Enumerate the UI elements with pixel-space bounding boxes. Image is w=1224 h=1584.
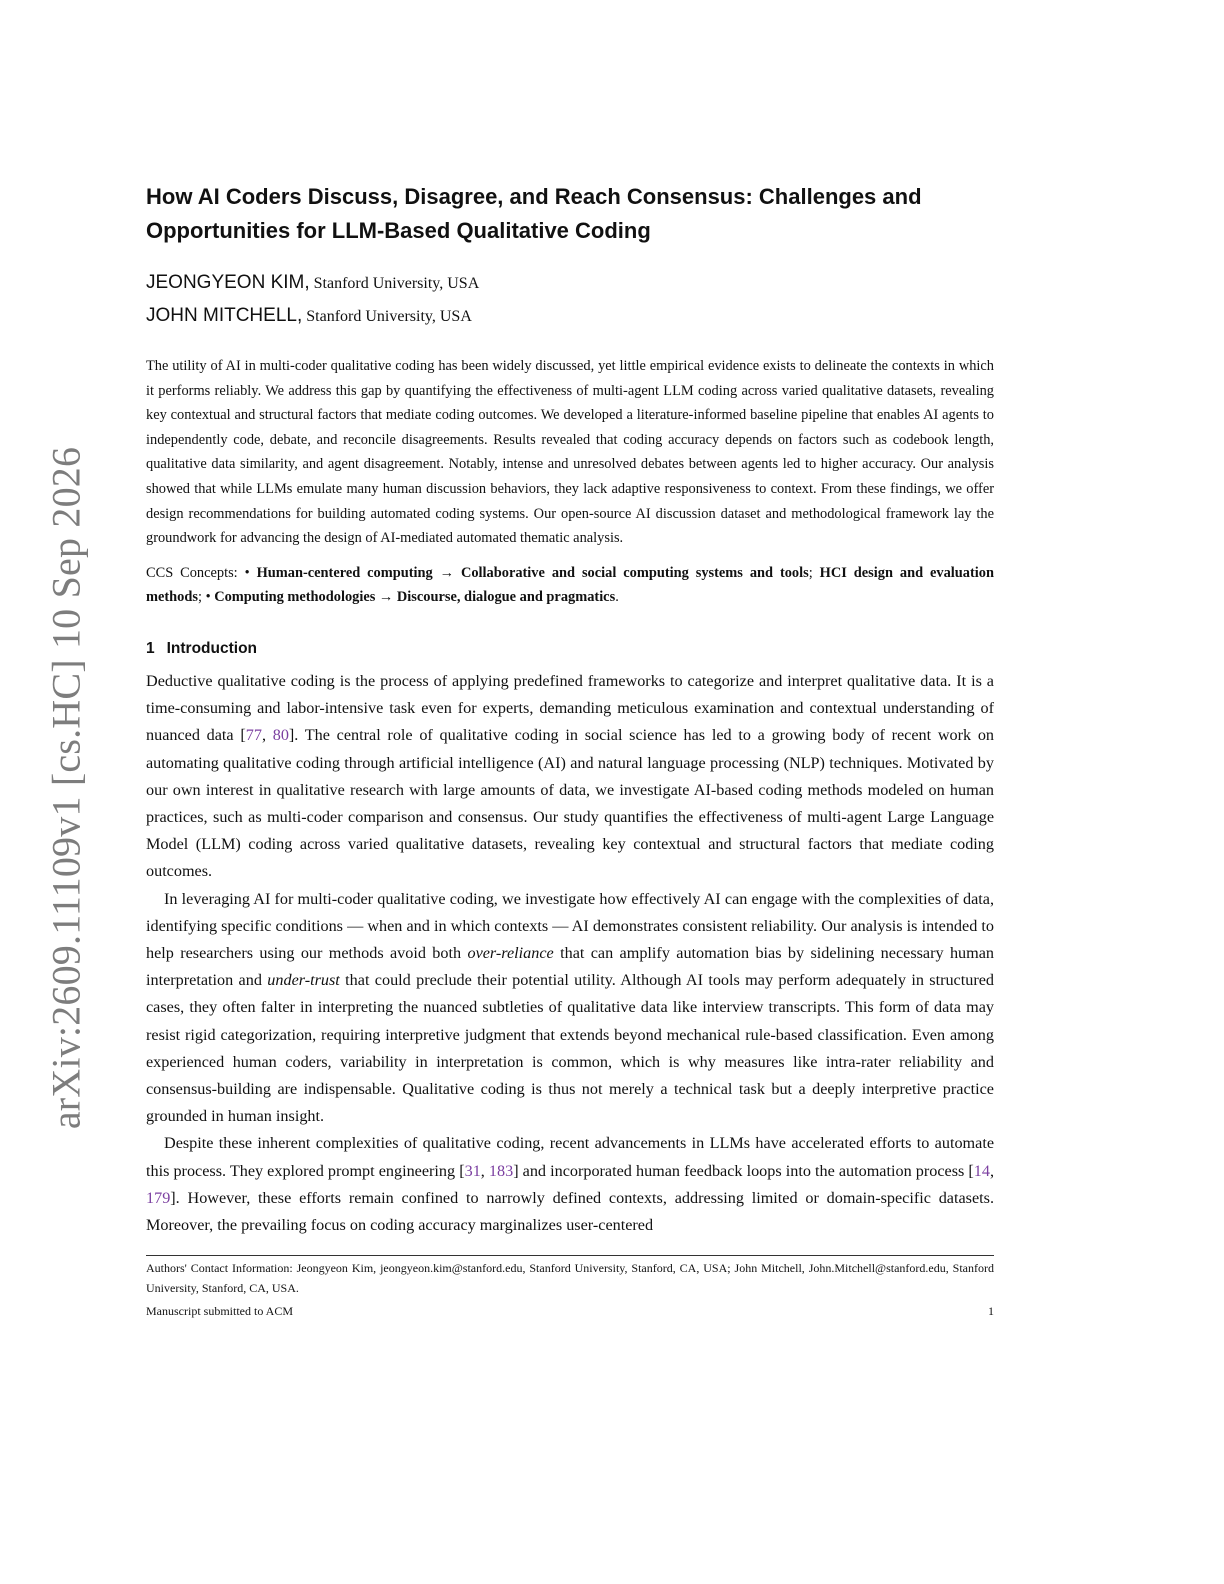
citation-link[interactable]: 80 [272,726,289,745]
author-line [146,303,994,330]
ccs-separator: ; [808,564,820,581]
paragraph-text: ]. However, these efforts remain confined to narrowly defined contexts, addressing limited or domain-specific datasets. Moreover, the prevailing focus on coding accuracy marginalizes user-centered [146,1188,994,1234]
citation-link[interactable]: 179 [146,1188,171,1207]
paragraph-text: that could preclude their potential utility. Although AI tools may perform adequately in structured cases, they often falter in interpreting the nuanced subtleties of qualitative data like interview transcripts. This form of data may resist rigid categorization, requiring interpretive judgment that extends beyond mechanical rule-based classification. Even among experienced human coders, variability in interpretation is common, which is why measures like intra-rater reliability and consensus-building are indispensable. Qualitative coding is thus not merely a technical task but a deeply interpretive practice grounded in human insight. [146,971,995,1126]
section-heading [146,640,994,658]
paragraph-text: Deductive qualitative coding is the process of applying predefined frameworks to categorize and interpret qualitative data. It is a time-consuming and labor-intensive task even for experts, demanding meticulous examination and contextual understanding of nuanced data [ [146,671,994,745]
citation-link[interactable]: 31 [464,1161,481,1180]
ccs-separator: ; • [197,589,215,606]
ccs-bullet: • [244,564,257,581]
author-affiliation: Stanford University, USA [306,308,472,325]
paragraph-text: that can amplify automation bias by sidelining necessary human interpretation and [146,943,995,990]
body-paragraph [146,668,994,886]
ccs-concept: HCI design and evaluation methods [146,564,994,606]
citation-separator: , [480,1161,489,1180]
citation-separator: , [989,1161,994,1180]
author-name: JOHN MITCHELL, [146,305,303,326]
paragraph-text: Despite these inherent complexities of qualitative coding, recent advancements in LLMs have accelerated efforts to automate this process. They explored prompt engineering [ [146,1134,994,1180]
ccs-concept: Human-centered computing → Collaborative and social computing systems and tools [256,564,809,581]
citation-link[interactable]: 183 [488,1161,514,1180]
paragraph-text: In leveraging AI for multi-coder qualitative coding, we investigate how effectively AI can engage with the complexities of data, identifying specific conditions — when and in which contexts — AI demonstrates consistent reliability. Our analysis is intended to help researchers using our methods avoid both [146,889,994,962]
citation-link[interactable]: 77 [245,726,262,745]
body-paragraph [146,886,994,1131]
citation-separator: , [261,726,273,745]
citation-link[interactable]: 14 [973,1161,990,1180]
ccs-concept: Computing methodologies → Discourse, dialogue and pragmatics [214,589,616,606]
footnote-divider [146,1255,994,1256]
ccs-concepts [146,561,994,610]
emphasis-text: over-reliance [467,943,554,962]
paper-page [146,180,994,1239]
emphasis-text: under-trust [267,971,340,990]
arxiv-identifier-text: arXiv:2609.11109v1 [cs.HC] 10 Sep 2026 [43,446,89,1130]
ccs-label: CCS Concepts: [146,564,245,581]
paper-title: How AI Coders Discuss, Disagree, and Reach Consensus: Challenges and Opportunities for LLM-Based Qualitative Coding [146,184,922,243]
author-affiliation: Stanford University, USA [313,275,480,292]
paragraph-text: ] and incorporated human feedback loops into the automation process [ [513,1161,974,1180]
author-line [146,270,994,297]
footer-venue: Manuscript submitted to ACM [146,1304,293,1318]
abstract: The utility of AI in multi-coder qualitative coding has been widely discussed, yet little empirical evidence exists to delineate the contexts in which it performs reliably. We address this gap by quantifying the effectiveness of multi-agent LLM coding across varied qualitative datasets, revealing key contextual and structural factors that mediate coding outcomes. We developed a literature-informed baseline pipeline that enables AI agents to independently code, debate, and reconcile disagreements. Results revealed that coding accuracy depends on factors such as codebook length, qualitative data similarity, and agent disagreement. Notably, intense and unresolved debates between agents led to higher accuracy. Our analysis showed that while LLMs emulate many human discussion behaviors, they lack adaptive responsiveness to context. From these findings, we offer design recommendations for building automated coding systems. Our open-source AI discussion dataset and methodological framework lay the groundwork for advancing the design of AI-mediated automated thematic analysis. [146,358,994,547]
arxiv-identifier [42,443,90,1133]
page-number: 1 [988,1304,994,1318]
ccs-end: . [615,589,619,606]
author-name: JEONGYEON KIM, [146,272,310,293]
author-contact-footnote: Authors' Contact Information: Jeongyeon Kim, jeongyeon.kim@stanford.edu, Stanford University, Stanford, CA, USA; John Mitchell, John.Mitchell@stanford.edu, Stanford University, Stanford, CA, USA. [146,1261,994,1295]
section-title: Introduction [166,639,258,657]
page-footer [146,1304,994,1319]
paragraph-text: ]. The central role of qualitative coding in social science has led to a growing body of recent work on automating qualitative coding through artificial intelligence (AI) and natural language processing (NLP) techniques. Motivated by our own interest in qualitative research with large amounts of data, we investigate AI-based coding methods modeled on human practices, such as multi-coder comparison and consensus. Our study quantifies the effectiveness of multi-agent Large Language Model (LLM) coding across varied qualitative datasets, revealing key contextual and structural factors that mediate coding outcomes. [146,726,995,881]
section-number: 1 [146,639,155,657]
body-paragraph [146,1130,994,1239]
